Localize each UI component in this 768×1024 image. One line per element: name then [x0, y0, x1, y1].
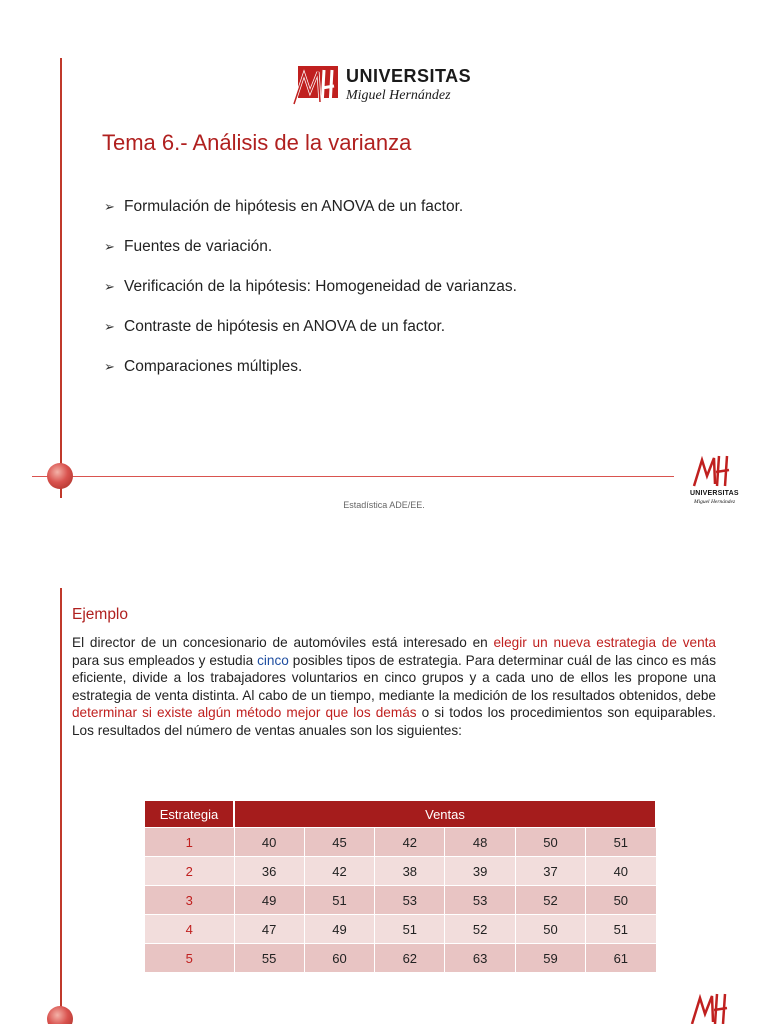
paragraph-text: posibles tipos de estrategia. Para determinar cuál de las cinco es más eficiente, divide a los trabajadores voluntarios en cinco grupos y a cada uno de ellos les propone una estrategia de venta distinta. Al cabo de un tiempo, mediante la medición de los resultados obtenidos, debe — [72, 652, 716, 703]
sales-value-cell: 53 — [445, 886, 515, 915]
sales-value-cell: 50 — [515, 828, 585, 857]
highlight-text: elegir un nueva estrategia de venta — [493, 635, 716, 650]
sales-value-cell: 50 — [515, 915, 585, 944]
strategy-id-cell: 1 — [145, 828, 234, 857]
sales-value-cell: 42 — [304, 857, 374, 886]
slide-2 — [0, 548, 768, 1024]
corner-ball-ornament — [47, 1006, 73, 1024]
highlight-text: determinar si existe algún método mejor que los demás — [72, 705, 417, 721]
paragraph-text: o si todos los procedimientos son equiparables. Los resultados del número de ventas anuales son los siguientes: — [72, 705, 716, 738]
arrow-bullet-icon: ➢ — [104, 319, 115, 334]
slide-footer: Estadística ADE/EE. — [343, 500, 425, 510]
table-row — [145, 886, 656, 915]
sales-value-cell: 38 — [375, 857, 445, 886]
topic-text: Verificación de la hipótesis: Homogeneidad de varianzas. — [124, 278, 517, 295]
sales-value-cell: 40 — [586, 857, 656, 886]
topic-item — [104, 236, 517, 276]
sales-value-cell: 50 — [586, 886, 656, 915]
strategy-id-cell: 3 — [145, 886, 234, 915]
table-row — [145, 915, 656, 944]
highlight-text: cinco — [257, 652, 289, 668]
sales-value-cell: 48 — [445, 828, 515, 857]
sales-value-cell: 51 — [586, 828, 656, 857]
topic-text: Fuentes de variación. — [124, 238, 273, 255]
mh-logo-icon — [690, 990, 732, 1024]
arrow-bullet-icon: ➢ — [104, 239, 115, 254]
topic-list — [104, 196, 517, 396]
corner-ball-ornament — [47, 463, 73, 489]
sales-value-cell: 49 — [234, 886, 304, 915]
logo-name: UNIVERSITAS — [346, 66, 472, 86]
arrow-bullet-icon: ➢ — [104, 199, 115, 214]
sales-value-cell: 52 — [445, 915, 515, 944]
topic-text: Contraste de hipótesis en ANOVA de un factor. — [124, 318, 446, 335]
topic-item — [104, 316, 517, 356]
sales-value-cell: 51 — [375, 915, 445, 944]
sales-value-cell: 55 — [234, 944, 304, 973]
small-logo-name: UNIVERSITAS — [690, 490, 739, 497]
slide-vertical-rule — [60, 58, 62, 498]
sales-value-cell: 47 — [234, 915, 304, 944]
sales-value-cell: 40 — [234, 828, 304, 857]
topic-text: Formulación de hipótesis en ANOVA de un factor. — [124, 198, 464, 215]
table-row — [145, 828, 656, 857]
arrow-bullet-icon: ➢ — [104, 359, 115, 374]
header-sales: Ventas — [234, 801, 656, 828]
table-row — [145, 857, 656, 886]
slide-gap — [0, 530, 768, 548]
mh-logo-icon — [692, 452, 734, 488]
sales-value-cell: 53 — [375, 886, 445, 915]
sales-value-cell: 51 — [586, 915, 656, 944]
topic-item — [104, 356, 517, 396]
table-body — [145, 828, 656, 973]
university-logo — [292, 62, 482, 112]
sales-value-cell: 39 — [445, 857, 515, 886]
slide-horizontal-rule — [32, 476, 674, 477]
small-logo-subname: Miguel Hernández — [694, 499, 736, 505]
sales-value-cell: 62 — [375, 944, 445, 973]
logo-subname: Miguel Hernández — [346, 88, 451, 103]
topic-item — [104, 276, 517, 316]
mh-logo-icon — [292, 62, 342, 108]
sales-table — [145, 801, 657, 972]
small-university-logo — [690, 990, 736, 1024]
sales-value-cell: 42 — [375, 828, 445, 857]
sales-value-cell: 60 — [304, 944, 374, 973]
sales-value-cell: 52 — [515, 886, 585, 915]
sales-value-cell: 45 — [304, 828, 374, 857]
strategy-id-cell: 4 — [145, 915, 234, 944]
sales-value-cell: 63 — [445, 944, 515, 973]
sales-value-cell: 51 — [304, 886, 374, 915]
sales-value-cell: 59 — [515, 944, 585, 973]
example-paragraph — [72, 634, 716, 740]
table-header-row — [145, 801, 656, 828]
slide-title: Tema 6.- Análisis de la varianza — [102, 130, 412, 155]
paragraph-text: El director de un concesionario de automóviles está interesado en — [72, 635, 494, 650]
header-strategy: Estrategia — [145, 801, 234, 828]
section-title: Ejemplo — [72, 606, 128, 623]
arrow-bullet-icon: ➢ — [104, 279, 115, 294]
topic-text: Comparaciones múltiples. — [124, 358, 303, 375]
sales-value-cell: 61 — [586, 944, 656, 973]
slide-vertical-rule — [60, 588, 62, 1024]
topic-item — [104, 196, 517, 236]
sales-value-cell: 37 — [515, 857, 585, 886]
table-row — [145, 944, 656, 973]
strategy-id-cell: 2 — [145, 857, 234, 886]
sales-value-cell: 36 — [234, 857, 304, 886]
strategy-id-cell: 5 — [145, 944, 234, 973]
paragraph-text: para sus empleados y estudia — [72, 652, 258, 668]
sales-value-cell: 49 — [304, 915, 374, 944]
